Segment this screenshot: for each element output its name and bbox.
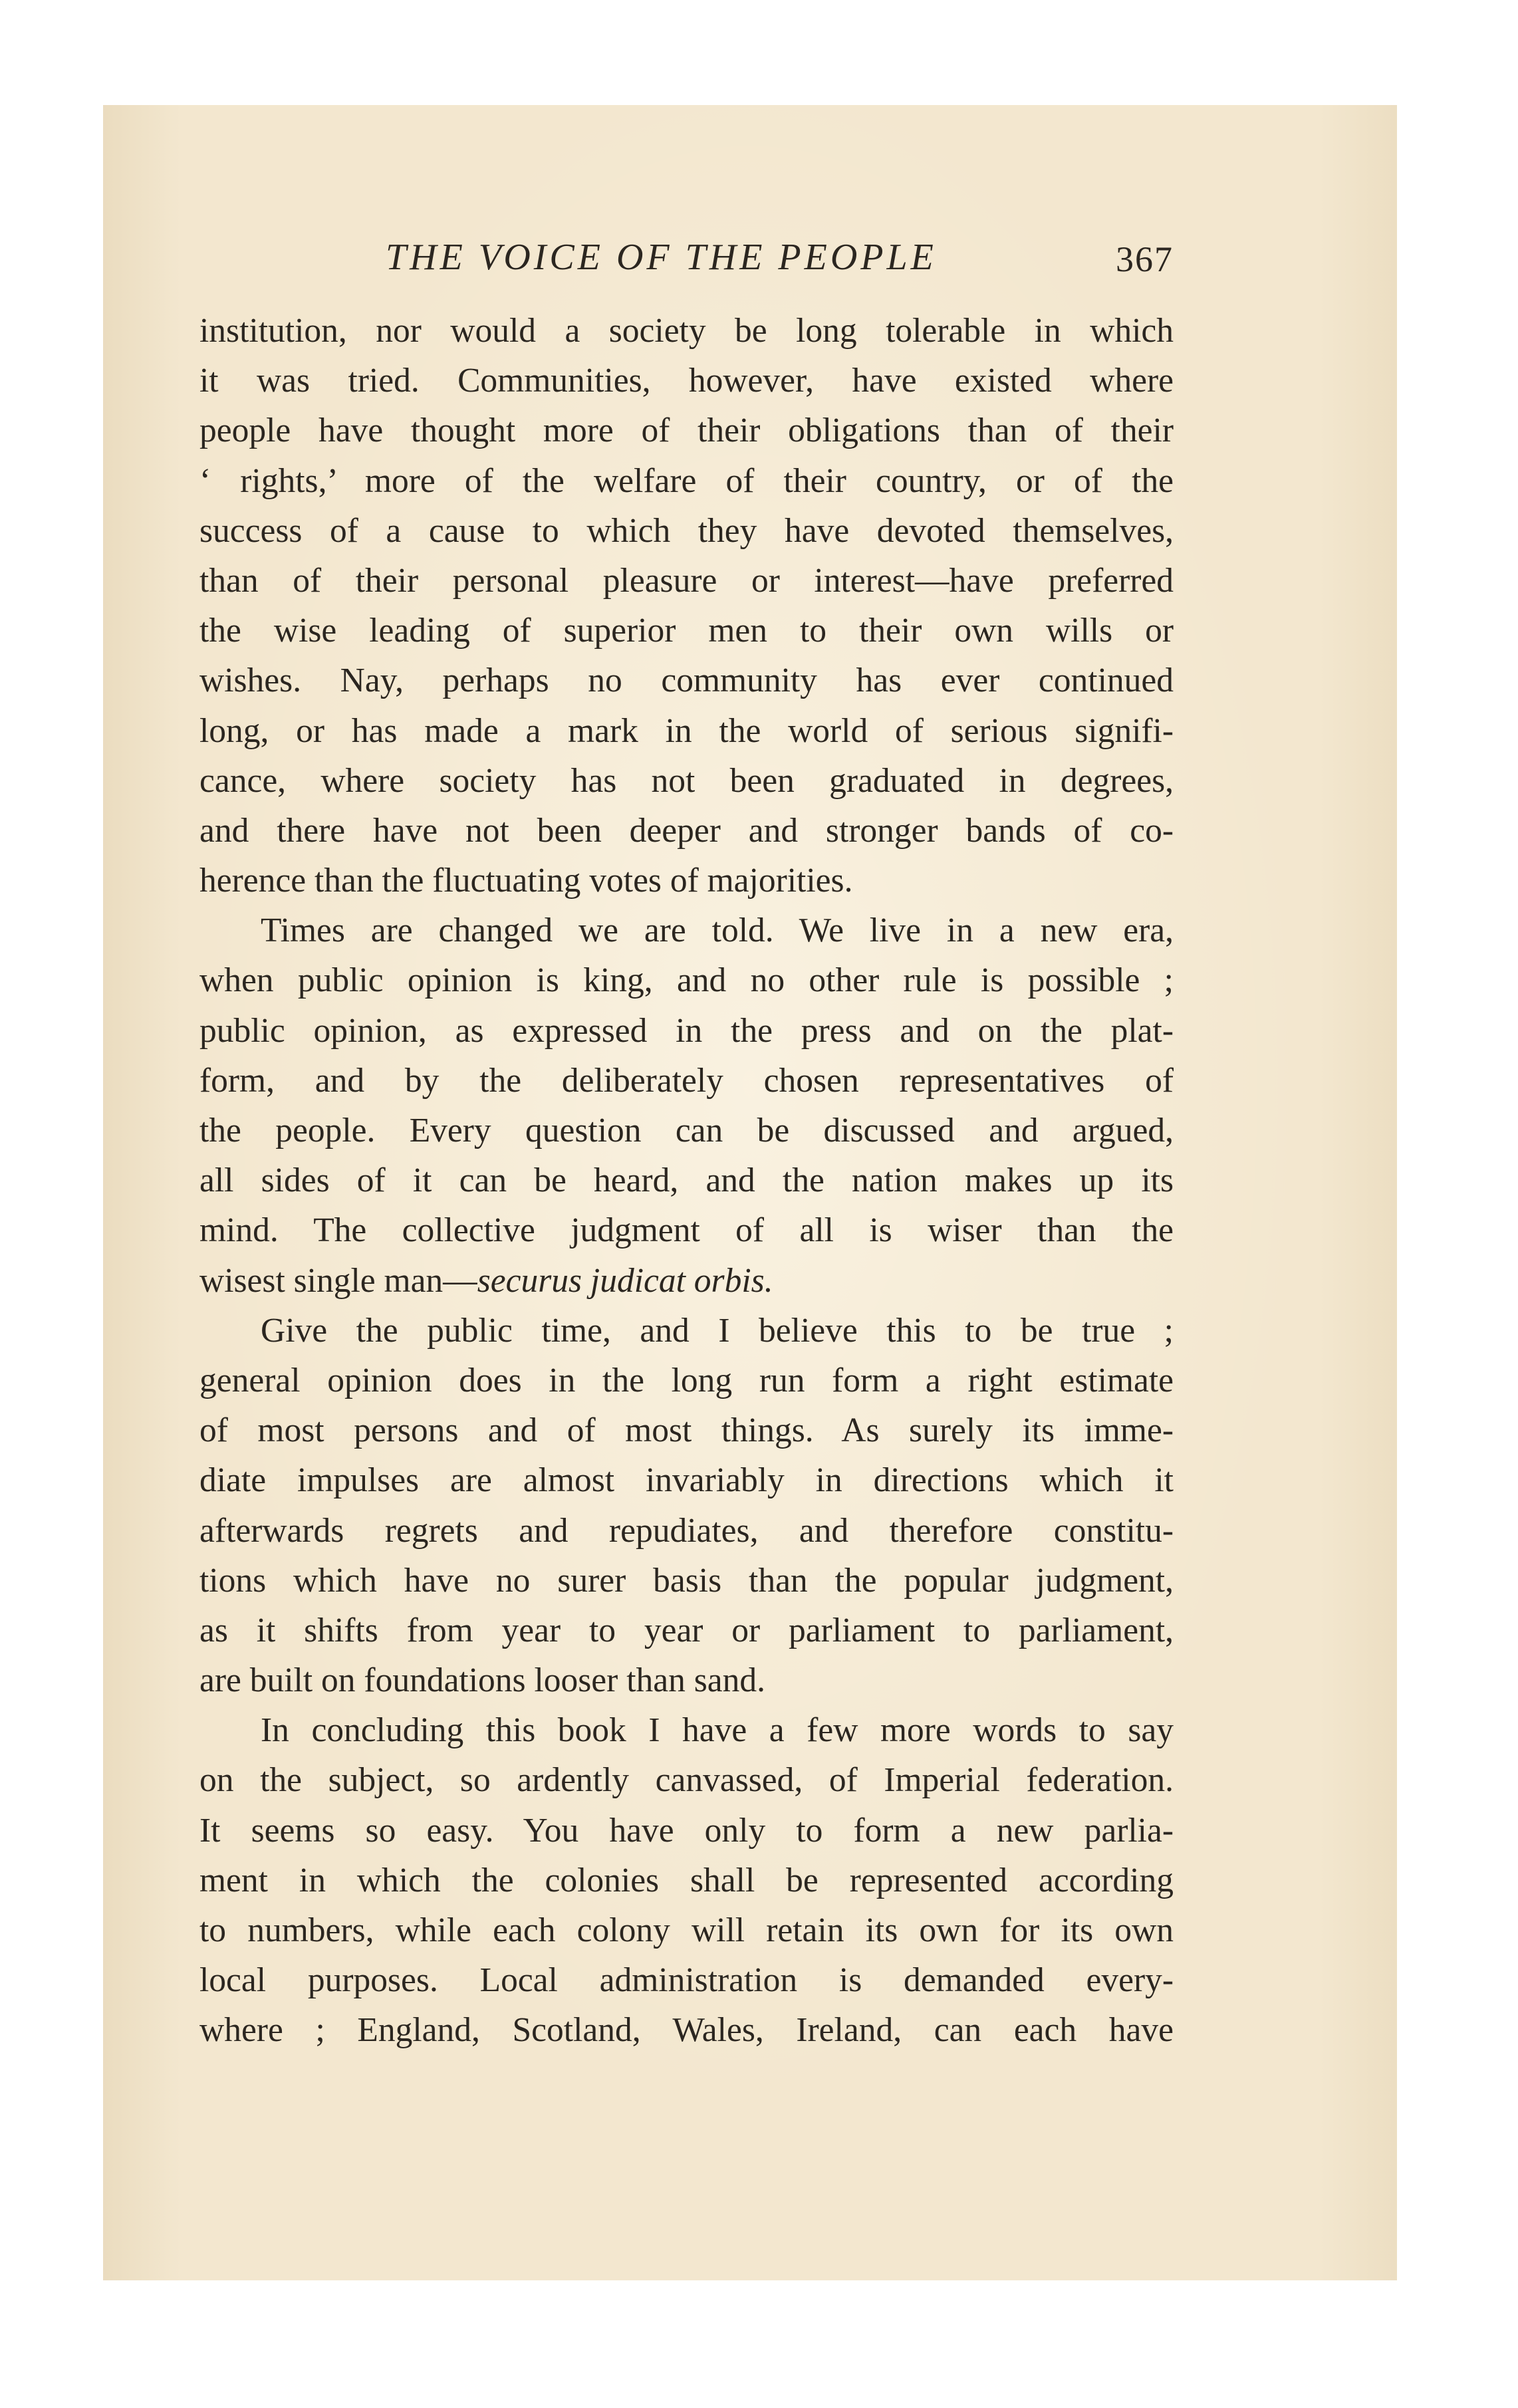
text-line: where ; England, Scotland, Wales, Ireland, can each have [199,2011,1174,2050]
text-line: it was tried. Communities, however, have existed where [199,362,1174,400]
text-fragment: wisest single man— [199,1261,477,1300]
latin-quotation: securus judicat orbis. [477,1261,773,1300]
text-line: the wise leading of superior men to their own wills or [199,612,1174,650]
paragraph [199,1705,1174,2055]
text-line: all sides of it can be heard, and the nation makes up its [199,1161,1174,1200]
text-line: In concluding this book I have a few more words to say [261,1711,1174,1750]
text-line: It seems so easy. You have only to form a new parlia- [199,1811,1174,1850]
text-line: and there have not been deeper and stronger bands of co- [199,811,1174,850]
text-line: to numbers, while each colony will retain its own for its own [199,1911,1174,1949]
text-line: afterwards regrets and repudiates, and therefore constitu- [199,1511,1174,1550]
text-line: of most persons and of most things. As surely its imme- [199,1411,1174,1450]
page-header [199,236,1174,289]
running-title: THE VOICE OF THE PEOPLE [386,237,937,278]
text-line: form, and by the deliberately chosen representatives of [199,1061,1174,1100]
text-line: tions which have no surer basis than the popular judgment, [199,1561,1174,1600]
text-line: herence than the fluctuating votes of majorities. [199,862,853,900]
text-line: local purposes. Local administration is demanded every- [199,1961,1174,2000]
text-line: institution, nor would a society be long tolerable in which [199,312,1174,350]
text-line: mind. The collective judgment of all is wiser than the [199,1211,1174,1250]
paragraph [199,1306,1174,1706]
page-number: 367 [1116,239,1174,279]
text-line: people have thought more of their obligations than of their [199,412,1174,450]
paragraph [199,905,1174,1306]
text-line: than of their personal pleasure or interest—have preferred [199,561,1174,600]
text-line: as it shifts from year to year or parliament to parliament, [199,1611,1174,1649]
text-line: on the subject, so ardently canvassed, of Imperial federation. [199,1761,1174,1800]
text-line [199,1256,1174,1306]
text-line: cance, where society has not been graduated in degrees, [199,761,1174,800]
text-line: when public opinion is king, and no other rule is possible ; [199,961,1174,1000]
text-line: Give the public time, and I believe this to be true ; [261,1311,1174,1350]
text-line: success of a cause to which they have devoted themselves, [199,511,1174,550]
body-text [199,306,1174,2056]
text-line: Times are changed we are told. We live in a new era, [261,911,1174,950]
text-line: diate impulses are almost invariably in directions which it [199,1461,1174,1500]
text-line: ‘ rights,’ more of the welfare of their country, or of the [199,461,1174,500]
text-line: wishes. Nay, perhaps no community has ever continued [199,662,1174,700]
text-line: are built on foundations looser than sand. [199,1661,766,1700]
text-line: public opinion, as expressed in the press and on the plat- [199,1011,1174,1050]
text-line: general opinion does in the long run form a right estimate [199,1361,1174,1399]
text-line: ment in which the colonies shall be represented according [199,1861,1174,1899]
text-line: the people. Every question can be discussed and argued, [199,1112,1174,1149]
text-line: long, or has made a mark in the world of serious signifi- [199,711,1174,750]
paragraph [199,306,1174,905]
